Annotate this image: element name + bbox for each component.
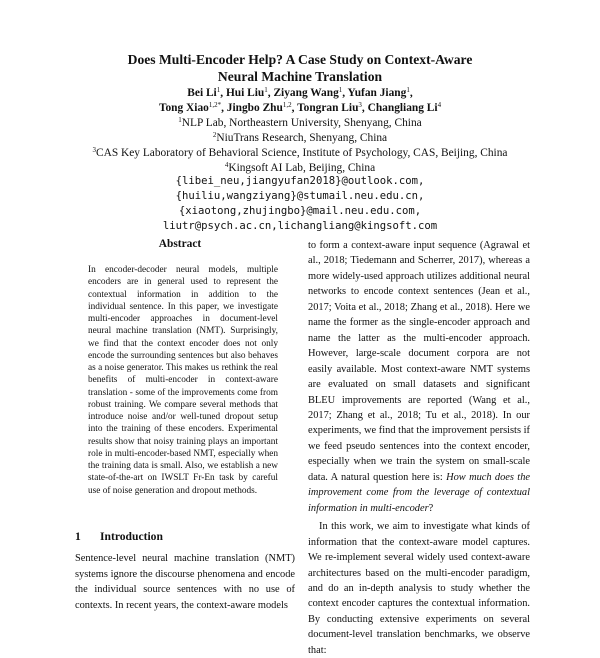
author-list [40,86,560,115]
affiliation-text: CAS Key Laboratory of Behavioral Science, Institute of Psychology, CAS, Beijing, China [96,147,508,159]
author-line-1: Bei Li$^1$, Hui Liu$^1$, Ziyang Wang$^1$, Yufan Jiang$^1$, [187,86,413,99]
abstract-body: In encoder-decoder neural models, multiple encoders are in general used to represent the contextual information in addition to the individual sentence. In this paper, we investigate multi-encoder approaches in document-level neural machine translation (NMT). Surprisingly, we find that the context encoder does not only encode the surrounding sentences but also behaves as a noise generator. This makes us rethink the real benefits of multi-encoder in context-aware translation - some of the improvements come from robust training. We compare several methods that introduce noise and/or well-tuned dropout setup into the training of these encoders. Experimental results show that noisy training plays an important role in multi-encoder-based NMT, especially when the training data is small. Also, we establish a new state-of-the-art on IWSLT Fr-En task by careful use of noise generation and dropout methods. [88,265,278,496]
affiliation-text: NiuTrans Research, Shenyang, China [216,132,388,144]
section-heading-introduction [75,530,295,543]
author-affil-mark: 1 [338,86,343,94]
author-name: Bei Li [187,87,217,99]
author-affil-mark: 1 [406,86,410,94]
abstract-heading: Abstract [158,238,202,250]
email-line: {xiaotong,zhujingbo}@mail.neu.edu.com, [178,205,422,217]
author-name: Tongran Liu [297,101,359,114]
affiliation-mark: 2 [212,131,217,139]
affiliation [30,116,570,131]
author-affil-mark: 4 [437,100,442,109]
paper-title-line-1: Does Multi-Encoder Help? A Case Study on Context-Aware [127,52,473,67]
paper-title [60,51,540,85]
affiliation-mark: 3 [92,146,96,154]
section-number: 1 [75,530,81,543]
author-name: Jingbo Zhu [226,101,283,114]
paper-title-line-2: Neural Machine Translation [217,69,383,84]
author-name: Hui Liu [225,87,265,99]
author-name: Ziyang Wang [273,87,339,99]
author-name: Tong Xiao [158,101,209,114]
paragraph [308,238,530,516]
affiliation-text: NLP Lab, Northeastern University, Shenyang, China [181,117,422,129]
author-name: Yufan Jiang [347,87,407,99]
section-title: Introduction [100,530,163,543]
introduction-body: Sentence-level neural machine translation (NMT) systems ignore the discourse phenomena and encode the individual source sentences with no use of contexts. In recent years, the context-aware models [75,553,295,611]
paragraph-text: ? [428,502,434,514]
paragraph-text: to form a context-aware input sequence (Agrawal et al., 2018; Tiedemann and Scherrer, 2017), whereas a more widely-used approach utilizes additional neural networks to encode context sentences (Jean et al., 2017; Voita et al., 2018; Zhang et al., 2018). Here we name the former as the single-encoder approach and name the latter as the multi-encoder approach. However, large-scale document corpora are not easily available. Most context-aware NMT systems are evaluated on small datasets and significant BLEU improvements are reported (Wang et al., 2017; Zhang et al., 2018; Tu et al., 2018). In our experiments, we find that the improvement persists if we feed pseudo sentences into the context encoder, especially when we train the system on small-scale data. A natural question here is: [308,240,530,483]
email-line: liutr@psych.ac.cn,lichangliang@kingsoft.com [162,220,438,232]
email-line: {libei_neu,jiangyufan2018}@outlook.com, [175,175,425,187]
right-column [308,238,530,658]
paragraph-emphasis: How much does the improvement come from the leverage of contextual information in multi-encoder [308,471,531,514]
paragraph: In this work, we aim to investigate what kinds of information that the context-aware model captures. We re-implement several widely used context-aware architectures based on the multi-encoder paradigm, and do an in-depth analysis to study whether the context encoder captures the contextual information. By conducting extensive experiments on several document-level translation benchmarks, we observe that: [308,521,530,656]
author-affil-mark: 1,2 [282,100,292,109]
affiliation-text: Kingsoft AI Lab, Beijing, China [228,162,376,174]
affiliation [30,131,570,146]
author-affil-mark: 1,2* [208,100,222,109]
affiliation-mark: 1 [178,116,182,124]
author-affil-mark: 1 [264,86,268,94]
author-line-2: Tong Xiao$^{1,2*}$, Jingbo Zhu$^{1,2}$, Tongran Liu$^3$, Changliang Li$^4$ [158,100,442,114]
email-line: {huiliu,wangziyang}@stumail.neu.edu.cn, [175,190,425,202]
affiliation-list [30,116,570,176]
affiliation-mark: 4 [224,161,229,169]
author-affil-mark: 3 [358,100,362,109]
affiliation [30,146,570,161]
author-name: Changliang Li [367,101,438,114]
email-list [30,174,570,234]
author-affil-mark: 1 [216,86,221,94]
